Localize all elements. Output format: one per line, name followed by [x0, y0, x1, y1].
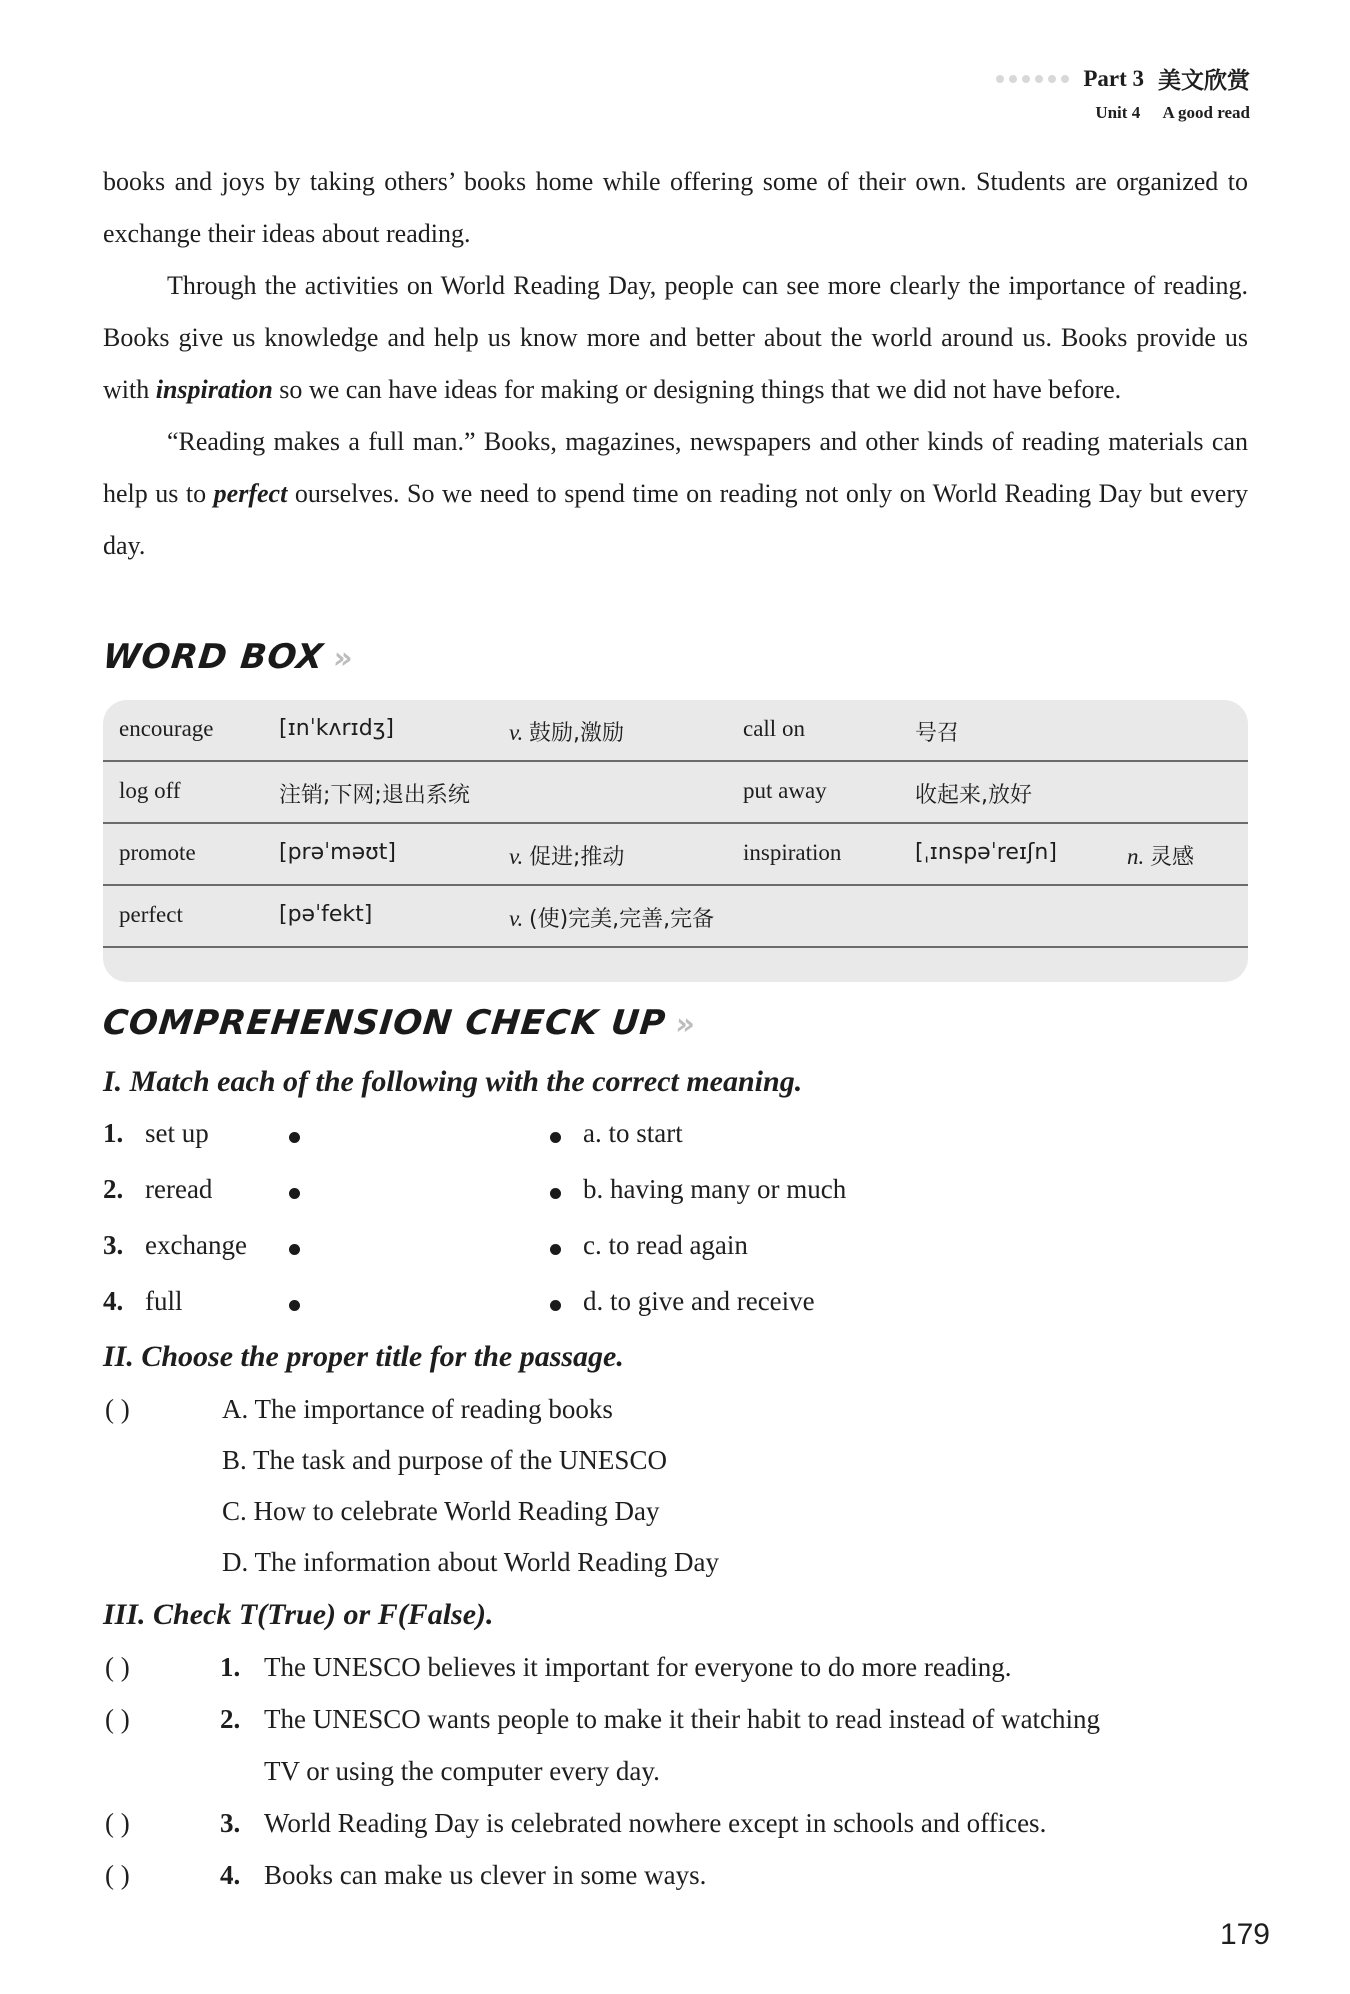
match-term: exchange — [145, 1230, 247, 1260]
word-row — [103, 700, 1248, 762]
word-box-heading-text: WORD BOX — [100, 637, 326, 677]
match-item — [103, 1174, 1003, 1214]
match-item — [103, 1118, 1003, 1158]
keyword-perfect: perfect — [213, 479, 288, 508]
item-number: 1. — [103, 1118, 124, 1148]
item-number: 4. — [220, 1860, 241, 1890]
word-row — [103, 824, 1248, 886]
phonetic: [prəˈməʊt] — [279, 840, 396, 865]
paragraph-2-text-a: Through the activities on World Reading Day, people can see more clearly the importance of reading. Books give us knowledge and help us know more and better about the world around us. Books provide us with — [103, 271, 1248, 404]
answer-blank[interactable]: ( ) — [105, 1652, 130, 1682]
answer-blank[interactable]: ( ) — [105, 1394, 130, 1424]
item-number: 2. — [103, 1174, 124, 1204]
meaning: (使)完美,完善,完备 — [529, 907, 715, 932]
word: log off — [119, 778, 181, 803]
answer-blank[interactable]: ( ) — [105, 1808, 130, 1838]
match-dot-left[interactable] — [289, 1244, 300, 1255]
paragraph-2-text-b: so we can have ideas for making or designing things that we did not have before. — [272, 375, 1122, 404]
phonetic: [ˌɪnspəˈreɪʃn] — [915, 840, 1057, 865]
meaning: 促进;推动 — [529, 845, 625, 870]
definition — [509, 902, 714, 933]
match-dot-right[interactable] — [550, 1132, 561, 1143]
item-number: 3. — [220, 1808, 241, 1838]
match-dot-right[interactable] — [550, 1244, 561, 1255]
match-meaning: a. to start — [583, 1118, 683, 1148]
paragraph-3-text-b: ourselves. So we need to spend time on reading not only on World Reading Day but every day. — [103, 479, 1248, 560]
match-term: set up — [145, 1118, 209, 1148]
word: promote — [119, 840, 196, 865]
phonetic: [ɪnˈkʌrɪdʒ] — [279, 716, 394, 741]
item-number: 2. — [220, 1704, 241, 1734]
item-number: 3. — [103, 1230, 124, 1260]
page-number: 179 — [1219, 1918, 1270, 1951]
item-number: 4. — [103, 1286, 124, 1316]
passage — [103, 156, 1248, 572]
phonetic: [pəˈfekt] — [279, 902, 373, 927]
match-dot-right[interactable] — [550, 1188, 561, 1199]
passage-paragraph-3 — [103, 416, 1248, 572]
word: encourage — [119, 716, 214, 741]
section-2-title: II. Choose the proper title for the passage. — [103, 1340, 624, 1373]
section-3-title: III. Check T(True) or F(False). — [103, 1598, 494, 1631]
option-d: D. The information about World Reading Day — [222, 1547, 719, 1577]
match-dot-left[interactable] — [289, 1300, 300, 1311]
meaning: 收起来,放好 — [915, 783, 1032, 808]
word-box-heading — [101, 637, 356, 677]
match-dot-left[interactable] — [289, 1132, 300, 1143]
definition — [509, 840, 624, 871]
option-c: C. How to celebrate World Reading Day — [222, 1496, 660, 1526]
true-false-statement: The UNESCO believes it important for everyone to do more reading. — [264, 1652, 1012, 1682]
part-of-speech: v. — [509, 906, 524, 931]
word-row — [103, 762, 1248, 824]
word: call on — [743, 716, 805, 741]
item-number: 1. — [220, 1652, 241, 1682]
double-chevron-icon: » — [673, 1007, 698, 1042]
true-false-statement: Books can make us clever in some ways. — [264, 1860, 707, 1890]
passage-paragraph-1: books and joys by taking others’ books home while offering some of their own. Students are organized to exchange their ideas about reading. — [103, 167, 1248, 248]
meaning: 号召 — [915, 721, 960, 746]
decorative-dots — [996, 75, 1069, 83]
answer-blank[interactable]: ( ) — [105, 1704, 130, 1734]
option-a: A. The importance of reading books — [222, 1394, 613, 1424]
match-term: reread — [145, 1174, 213, 1204]
meaning: 灵感 — [1150, 845, 1195, 870]
passage-paragraph-2 — [103, 260, 1248, 416]
part-chinese-title: 美文欣赏 — [1158, 68, 1250, 94]
true-false-statement: World Reading Day is celebrated nowhere except in schools and offices. — [264, 1808, 1047, 1838]
definition — [1127, 840, 1194, 871]
meaning: 鼓励,激励 — [529, 721, 625, 746]
match-meaning: b. having many or much — [583, 1174, 847, 1204]
unit-title: A good read — [1162, 103, 1250, 122]
word: inspiration — [743, 840, 842, 865]
page-header — [996, 62, 1250, 123]
match-item — [103, 1230, 1003, 1270]
match-term: full — [145, 1286, 183, 1316]
word: put away — [743, 778, 827, 803]
section-1-title: I. Match each of the following with the correct meaning. — [103, 1065, 803, 1098]
true-false-statement-continued: TV or using the computer every day. — [264, 1756, 660, 1786]
paragraph-3-text-a: “Reading makes a full man.” Books, magazines, newspapers and other kinds of reading materials can help us to — [103, 427, 1248, 508]
comprehension-heading — [101, 1003, 698, 1043]
answer-blank[interactable]: ( ) — [105, 1860, 130, 1890]
word: perfect — [119, 902, 183, 927]
unit-label: Unit 4 — [1095, 103, 1141, 122]
word-row — [103, 886, 1248, 948]
match-dot-right[interactable] — [550, 1300, 561, 1311]
part-of-speech: v. — [509, 844, 524, 869]
match-meaning: c. to read again — [583, 1230, 748, 1260]
part-label: Part 3 — [1083, 65, 1144, 91]
option-b: B. The task and purpose of the UNESCO — [222, 1445, 667, 1475]
word-box-table — [103, 700, 1248, 982]
meaning: 注销;下网;退出系统 — [279, 783, 470, 808]
comprehension-heading-text: COMPREHENSION CHECK UP — [100, 1003, 668, 1043]
double-chevron-icon: » — [331, 641, 356, 676]
part-of-speech: v. — [509, 720, 524, 745]
match-dot-left[interactable] — [289, 1188, 300, 1199]
keyword-inspiration: inspiration — [155, 375, 273, 404]
true-false-statement: The UNESCO wants people to make it their habit to read instead of watching — [264, 1704, 1101, 1734]
match-item — [103, 1286, 1003, 1326]
part-of-speech: n. — [1127, 844, 1145, 869]
definition — [509, 716, 624, 747]
match-meaning: d. to give and receive — [583, 1286, 815, 1316]
